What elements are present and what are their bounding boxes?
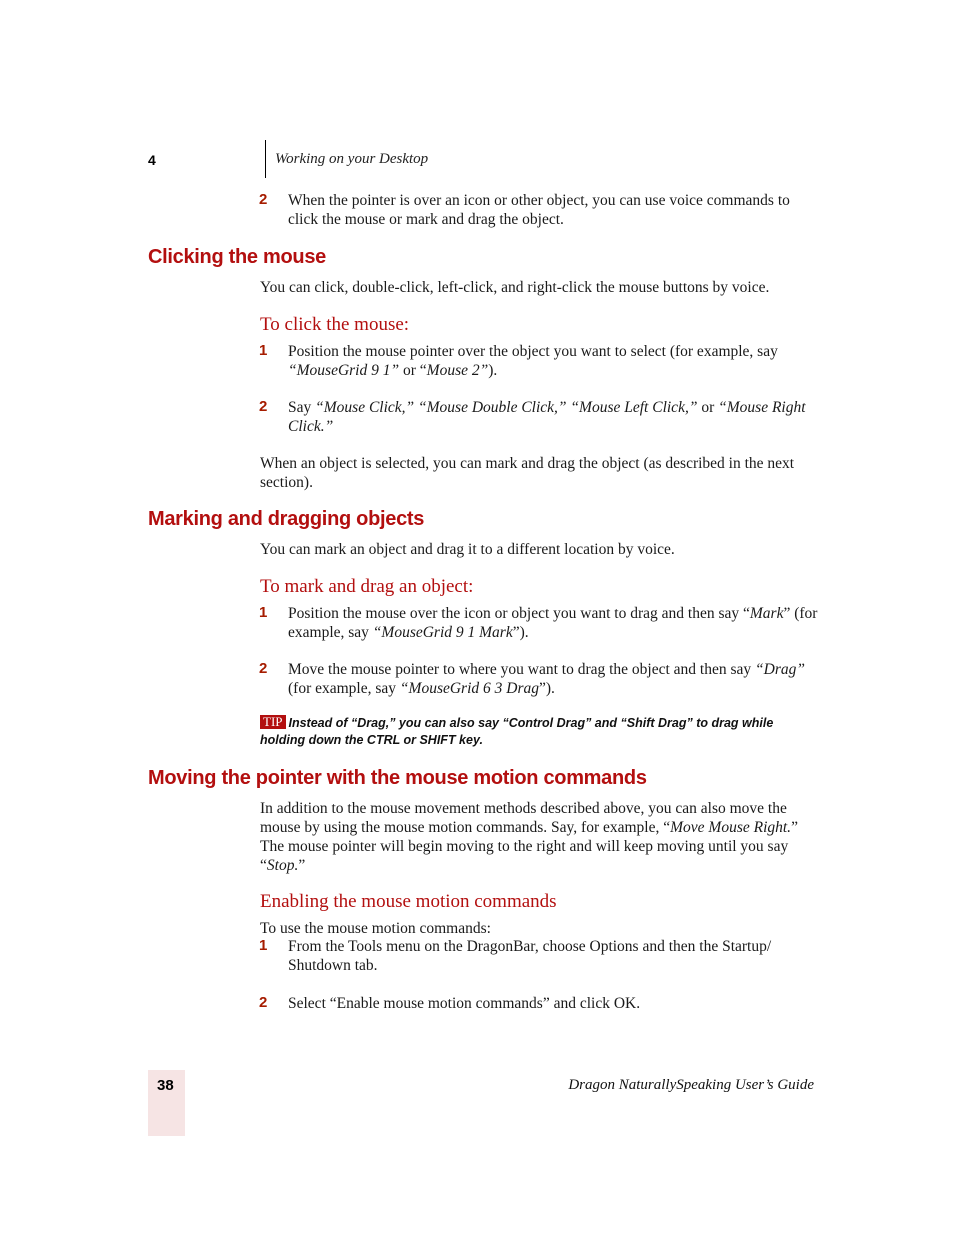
section-heading-clicking: Clicking the mouse <box>148 246 326 268</box>
step-text: Select “Enable mouse motion commands” and click OK. <box>288 995 641 1012</box>
motion-step-1 <box>259 937 819 975</box>
procedure-heading-click: To click the mouse: <box>260 314 410 335</box>
book-title: Dragon NaturallySpeaking User’s Guide <box>568 1077 814 1093</box>
step-text: Position the mouse pointer over the object you want to select (for example, say “MouseGrid 9 1” or “Mouse 2”). <box>288 343 778 379</box>
step-text: Position the mouse over the icon or object you want to drag and then say “Mark” (for example, say “MouseGrid 9 1 Mark”). <box>288 605 818 641</box>
step-number: 1 <box>259 937 268 954</box>
step-number: 1 <box>259 604 268 621</box>
mark-step-2 <box>259 660 819 698</box>
step-text: Say “Mouse Click,” “Mouse Double Click,” “Mouse Left Click,” or “Mouse Right Click.” <box>288 399 806 435</box>
clicking-intro: You can click, double-click, left-click, and right-click the mouse buttons by voice. <box>260 279 770 296</box>
step-text: From the Tools menu on the DragonBar, choose Options and then the Startup/ Shutdown tab. <box>288 938 772 974</box>
mark-step-1 <box>259 604 819 642</box>
chapter-title: Working on your Desktop <box>275 151 429 167</box>
header-divider <box>265 140 266 178</box>
step-text: When the pointer is over an icon or other object, you can use voice commands to click the mouse or mark and drag the object. <box>288 192 790 228</box>
chapter-number: 4 <box>148 152 156 168</box>
tip-text: Instead of “Drag,” you can also say “Control Drag” and “Shift Drag” to drag while holding down the CTRL or SHIFT key. <box>260 716 774 747</box>
page-number: 38 <box>157 1077 174 1094</box>
section-heading-marking: Marking and dragging objects <box>148 508 425 530</box>
motion-intro: In addition to the mouse movement methods described above, you can also move the mouse by using the mouse motion commands. Say, for example, “Move Mouse Right.” The mouse pointer will begin moving to the right and will keep moving until you say “Stop.” <box>260 800 798 874</box>
step-number: 2 <box>259 994 268 1011</box>
step-text: Move the mouse pointer to where you want to drag the object and then say “Drag” (for example, say “MouseGrid 6 3 Drag”). <box>288 661 805 697</box>
clicking-after-text: When an object is selected, you can mark and drag the object (as described in the next section). <box>260 455 795 491</box>
section-heading-motion: Moving the pointer with the mouse motion commands <box>148 767 647 789</box>
tip-note <box>260 715 820 749</box>
marking-intro: You can mark an object and drag it to a different location by voice. <box>260 541 675 558</box>
step-number: 1 <box>259 342 268 359</box>
intro-step <box>259 191 819 229</box>
procedure-heading-enable: Enabling the mouse motion commands <box>260 891 557 912</box>
motion-lead: To use the mouse motion commands: <box>260 920 491 937</box>
step-number: 2 <box>259 660 268 677</box>
step-number: 2 <box>259 191 268 208</box>
procedure-heading-mark: To mark and drag an object: <box>260 576 474 597</box>
click-step-2 <box>259 398 819 436</box>
tip-badge: TIP <box>260 715 286 729</box>
motion-step-2 <box>259 994 819 1013</box>
step-number: 2 <box>259 398 268 415</box>
click-step-1 <box>259 342 819 380</box>
